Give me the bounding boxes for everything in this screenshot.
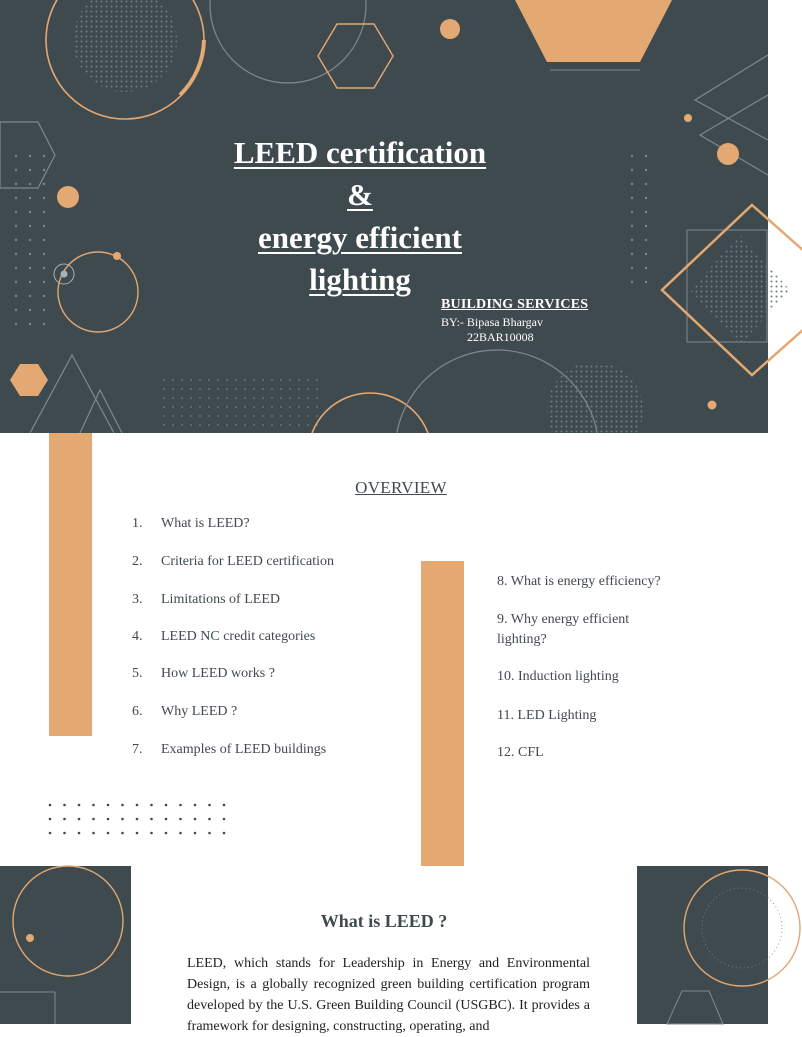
accent-bar-right — [421, 561, 464, 866]
list-item: 10. Induction lighting — [497, 669, 619, 684]
overview-slide — [0, 433, 768, 866]
title-line-3: energy efficient — [258, 220, 462, 255]
author: BY:- Bipasa Bhargav — [441, 315, 543, 329]
list-item-number: 1. — [132, 516, 143, 531]
list-item: 11. LED Lighting — [497, 708, 597, 723]
list-item-text: What is LEED? — [161, 516, 250, 531]
list-item-number: 7. — [132, 742, 143, 757]
list-item-number: 3. — [132, 592, 143, 607]
list-item-text: Limitations of LEED — [161, 592, 280, 607]
list-item-text: How LEED works ? — [161, 666, 275, 681]
side-panel-right — [637, 866, 768, 1024]
title-line-2: & — [347, 177, 373, 212]
list-item-number: 2. — [132, 554, 143, 569]
decorative-shapes — [637, 866, 768, 1024]
list-item-number: 6. — [132, 704, 143, 719]
dot-grid-decoration — [44, 799, 234, 839]
list-item-text: LEED NC credit categories — [161, 629, 316, 644]
title-slide — [0, 0, 768, 433]
list-item: 9. Why energy efficient lighting? — [497, 612, 630, 647]
roll-number: 22BAR10008 — [467, 330, 534, 344]
list-item-text: Examples of LEED buildings — [161, 742, 327, 757]
subtitle: BUILDING SERVICES — [441, 297, 589, 312]
what-is-leed-slide — [0, 866, 768, 1034]
list-item: 12. CFL — [497, 745, 544, 760]
title-line-1: LEED certification — [233, 135, 487, 170]
list-item: 8. What is energy efficiency? — [497, 574, 661, 589]
list-item-number: 5. — [132, 666, 143, 681]
side-panel-left — [0, 866, 131, 1024]
decorative-shapes — [0, 866, 131, 1024]
body-paragraph: LEED, which stands for Leadership in Energy and Environmental Design, is a globally recognized green building certification program developed by the U.S. Green Building Council (USGBC). It provides a framework for designing, constructing, operating, and — [187, 956, 590, 1034]
hexagon-filled-icon — [515, 0, 672, 62]
list-item-text: Criteria for LEED certification — [161, 554, 334, 569]
section-heading: What is LEED ? — [320, 911, 448, 931]
hexagon-icon — [318, 24, 393, 88]
list-item-number: 4. — [132, 629, 143, 644]
title-line-4: lighting — [309, 262, 411, 297]
list-item-text: Why LEED ? — [161, 704, 238, 719]
overview-heading: OVERVIEW — [355, 478, 447, 497]
